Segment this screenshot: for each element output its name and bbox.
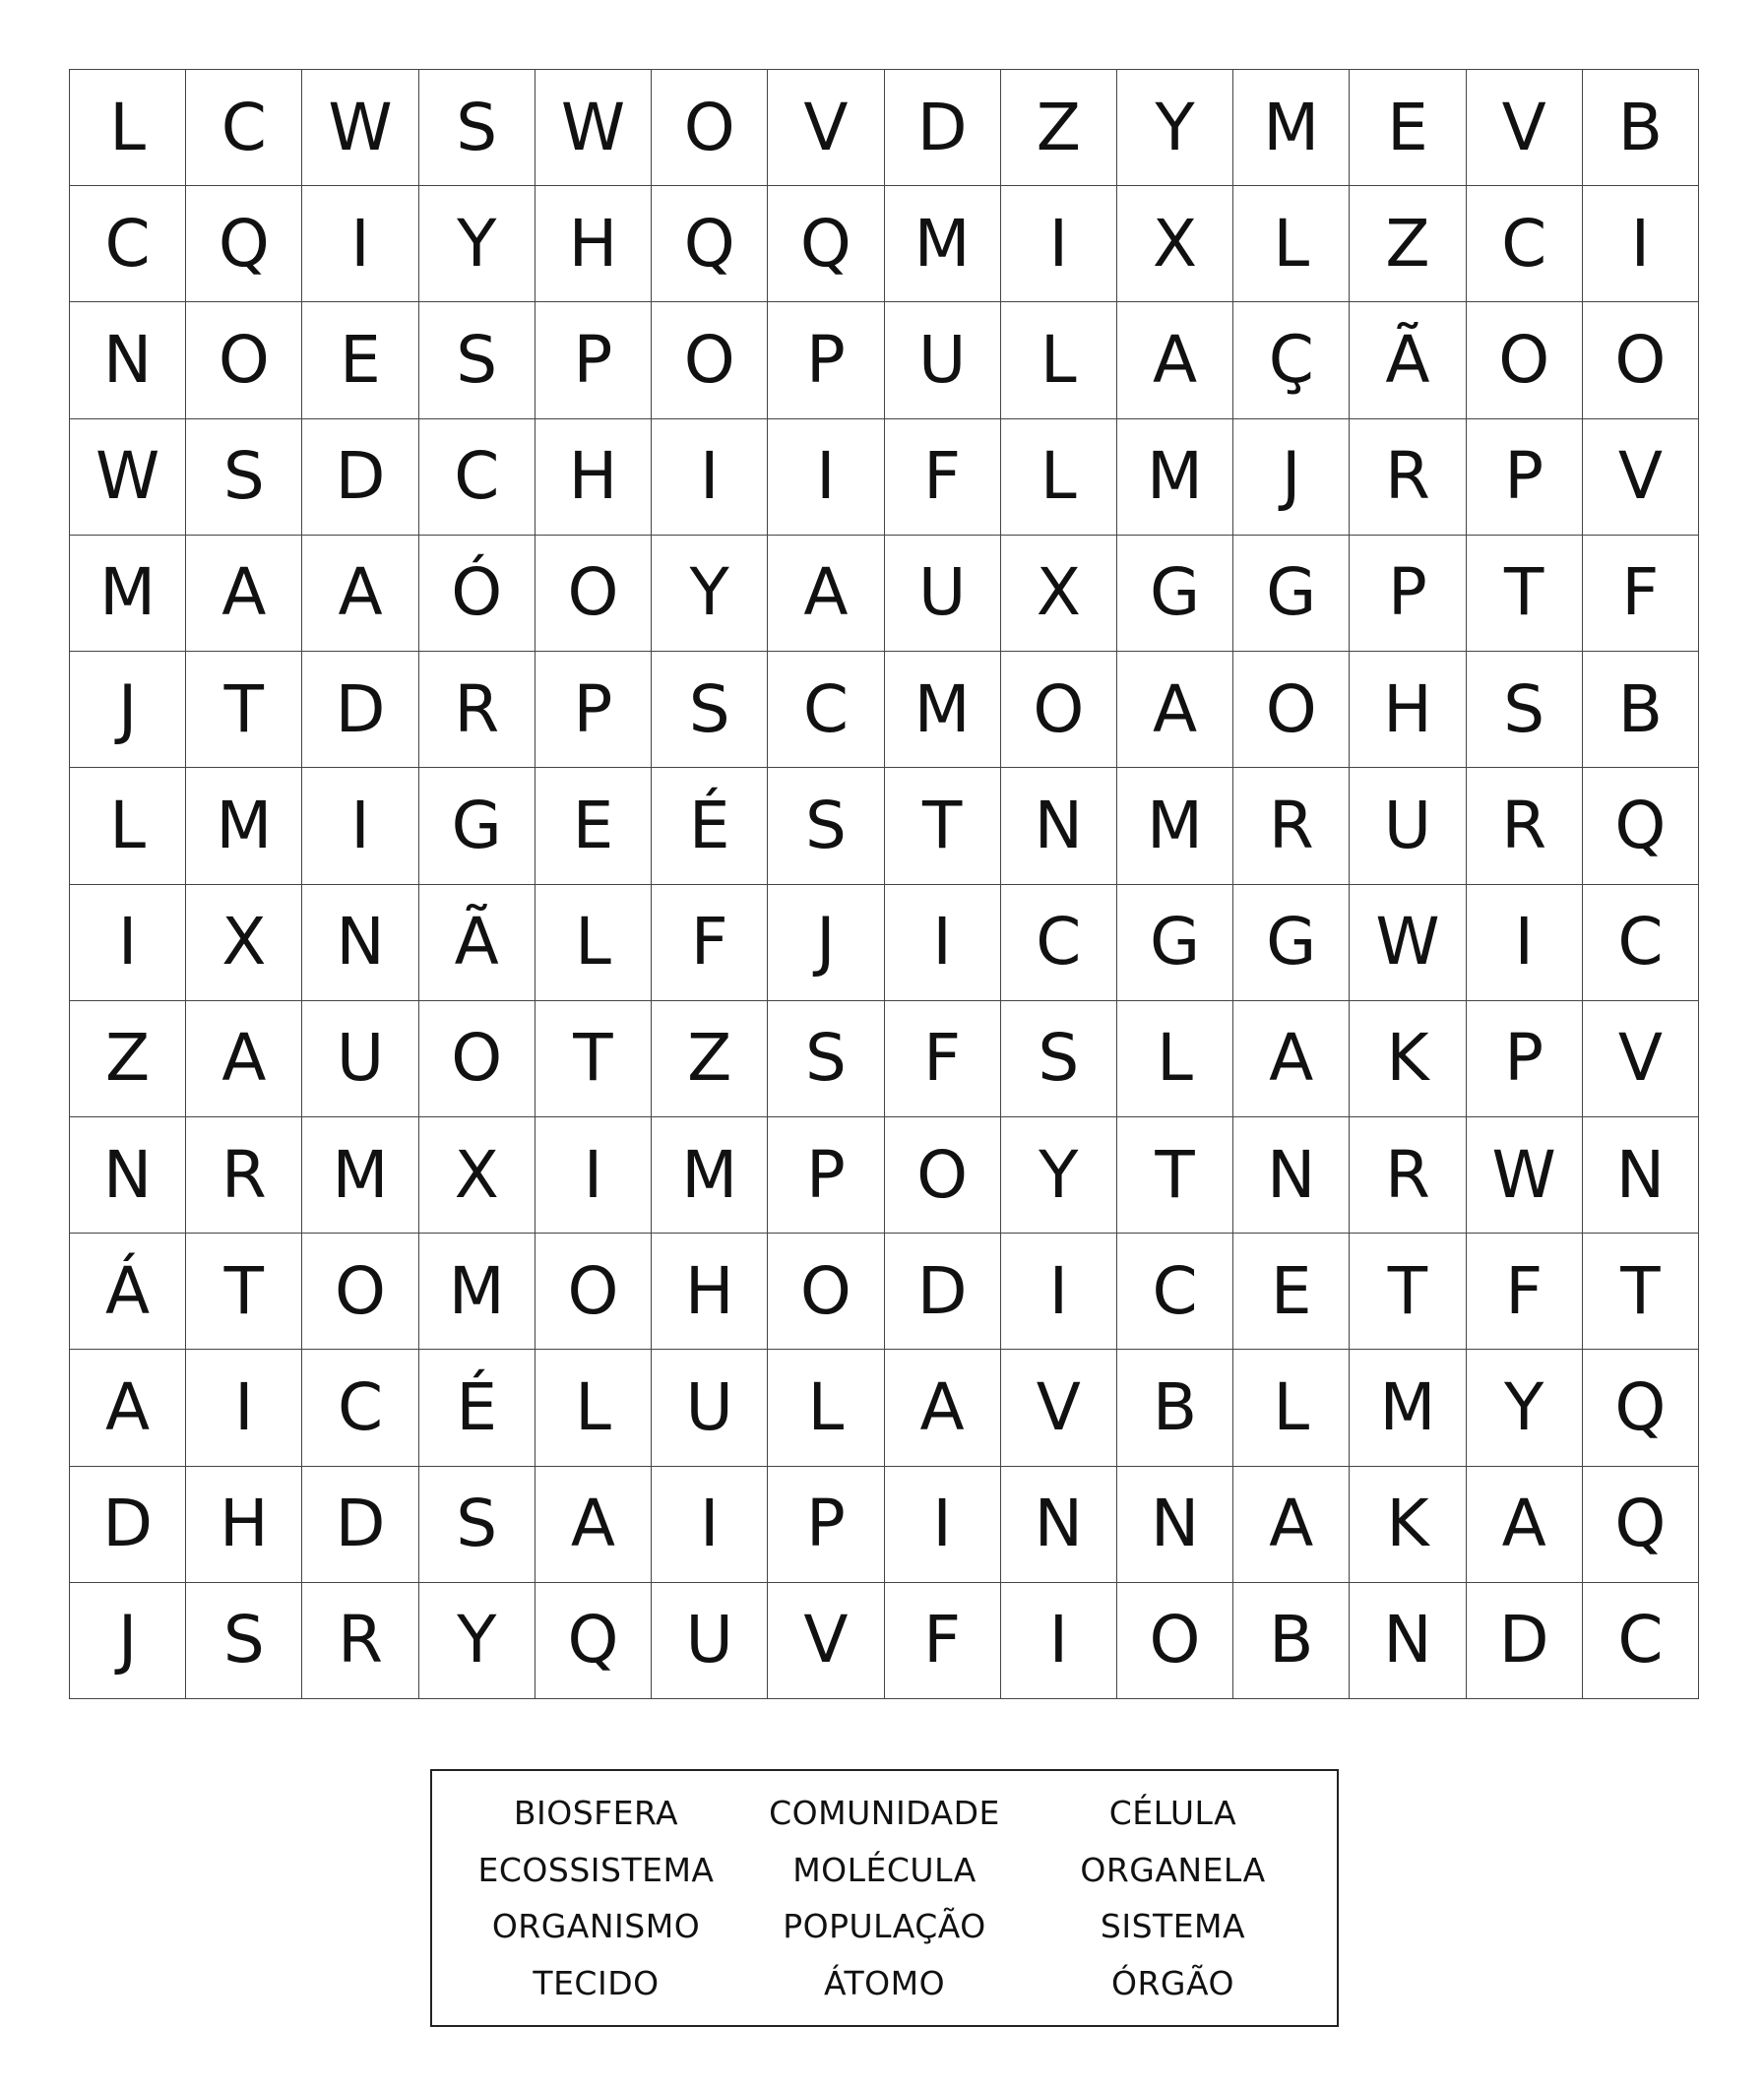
grid-cell[interactable]: I bbox=[768, 419, 884, 536]
grid-cell[interactable]: L bbox=[1117, 1001, 1233, 1117]
grid-cell[interactable]: X bbox=[186, 885, 302, 1001]
word-bank-item: POPULAÇÃO bbox=[783, 1907, 986, 1946]
grid-cell[interactable]: E bbox=[1233, 1234, 1350, 1350]
grid-cell[interactable]: O bbox=[186, 302, 302, 418]
grid-cell[interactable]: F bbox=[1583, 536, 1699, 652]
grid-cell[interactable]: C bbox=[1583, 1583, 1699, 1699]
grid-cell[interactable]: E bbox=[536, 768, 652, 884]
grid-cell[interactable]: Z bbox=[1001, 70, 1117, 186]
grid-cell[interactable]: W bbox=[1350, 885, 1466, 1001]
grid-cell[interactable]: T bbox=[1583, 1234, 1699, 1350]
grid-cell[interactable]: L bbox=[1001, 419, 1117, 536]
grid-cell[interactable]: T bbox=[1350, 1234, 1466, 1350]
grid-cell[interactable]: Q bbox=[652, 186, 768, 302]
grid-cell[interactable]: A bbox=[186, 1001, 302, 1117]
grid-cell[interactable]: A bbox=[536, 1467, 652, 1583]
grid-cell[interactable]: O bbox=[419, 1001, 536, 1117]
word-bank-item: ÓRGÃO bbox=[1111, 1963, 1234, 2002]
grid-cell[interactable]: G bbox=[419, 768, 536, 884]
grid-cell[interactable]: Q bbox=[1583, 768, 1699, 884]
word-bank-item: MOLÉCULA bbox=[792, 1850, 976, 1889]
grid-cell[interactable]: V bbox=[768, 1583, 884, 1699]
grid-cell[interactable]: C bbox=[1467, 186, 1583, 302]
grid-cell[interactable]: H bbox=[536, 186, 652, 302]
grid-cell[interactable]: M bbox=[1233, 70, 1350, 186]
grid-cell[interactable]: N bbox=[70, 302, 186, 418]
word-bank-item: ÁTOMO bbox=[823, 1963, 946, 2002]
grid-cell[interactable]: Q bbox=[536, 1583, 652, 1699]
grid-cell[interactable]: I bbox=[186, 1350, 302, 1466]
grid-cell[interactable]: P bbox=[768, 302, 884, 418]
grid-cell[interactable]: I bbox=[885, 885, 1001, 1001]
grid-cell[interactable]: W bbox=[1467, 1117, 1583, 1234]
grid-cell[interactable]: O bbox=[768, 1234, 884, 1350]
grid-cell[interactable]: H bbox=[652, 1234, 768, 1350]
grid-cell[interactable]: C bbox=[1117, 1234, 1233, 1350]
grid-cell[interactable]: F bbox=[652, 885, 768, 1001]
grid-cell[interactable]: M bbox=[885, 186, 1001, 302]
grid-cell[interactable]: D bbox=[885, 1234, 1001, 1350]
grid-cell[interactable]: C bbox=[302, 1350, 418, 1466]
grid-cell[interactable]: A bbox=[70, 1350, 186, 1466]
grid-cell[interactable]: O bbox=[652, 302, 768, 418]
grid-cell[interactable]: S bbox=[768, 768, 884, 884]
grid-cell[interactable]: C bbox=[186, 70, 302, 186]
grid-cell[interactable]: E bbox=[1350, 70, 1466, 186]
grid-cell[interactable]: L bbox=[536, 1350, 652, 1466]
grid-cell[interactable]: N bbox=[1117, 1467, 1233, 1583]
grid-cell[interactable]: N bbox=[1001, 1467, 1117, 1583]
grid-cell[interactable]: A bbox=[1233, 1467, 1350, 1583]
grid-cell[interactable]: L bbox=[1001, 302, 1117, 418]
grid-cell[interactable]: S bbox=[1467, 652, 1583, 768]
grid-cell[interactable]: P bbox=[536, 652, 652, 768]
grid-cell[interactable]: U bbox=[652, 1583, 768, 1699]
grid-cell[interactable]: U bbox=[885, 302, 1001, 418]
grid-cell[interactable]: C bbox=[768, 652, 884, 768]
grid-cell[interactable]: O bbox=[302, 1234, 418, 1350]
grid-cell[interactable]: X bbox=[419, 1117, 536, 1234]
grid-cell[interactable]: O bbox=[1583, 302, 1699, 418]
grid-cell[interactable]: Ã bbox=[419, 885, 536, 1001]
word-bank-item: TECIDO bbox=[533, 1963, 660, 2002]
grid-cell[interactable]: J bbox=[1233, 419, 1350, 536]
grid-cell[interactable]: A bbox=[1467, 1467, 1583, 1583]
grid-cell[interactable]: J bbox=[768, 885, 884, 1001]
grid-cell[interactable]: T bbox=[186, 652, 302, 768]
grid-cell[interactable]: D bbox=[70, 1467, 186, 1583]
grid-cell[interactable]: S bbox=[419, 302, 536, 418]
grid-cell[interactable]: M bbox=[1117, 768, 1233, 884]
grid-cell[interactable]: M bbox=[885, 652, 1001, 768]
grid-cell[interactable]: K bbox=[1350, 1001, 1466, 1117]
grid-cell[interactable]: F bbox=[885, 1001, 1001, 1117]
grid-cell[interactable]: G bbox=[1117, 885, 1233, 1001]
grid-cell[interactable]: I bbox=[70, 885, 186, 1001]
grid-cell[interactable]: M bbox=[1117, 419, 1233, 536]
grid-cell[interactable]: S bbox=[652, 652, 768, 768]
grid-cell[interactable]: H bbox=[186, 1467, 302, 1583]
grid-cell[interactable]: O bbox=[536, 1234, 652, 1350]
word-bank-item: CÉLULA bbox=[1108, 1794, 1237, 1833]
grid-cell[interactable]: U bbox=[1350, 768, 1466, 884]
grid-cell[interactable]: Y bbox=[419, 186, 536, 302]
grid-cell[interactable]: I bbox=[302, 768, 418, 884]
grid-cell[interactable]: Z bbox=[70, 1001, 186, 1117]
grid-cell[interactable]: A bbox=[885, 1350, 1001, 1466]
grid-cell[interactable]: I bbox=[302, 186, 418, 302]
grid-cell[interactable]: W bbox=[536, 70, 652, 186]
grid-cell[interactable]: R bbox=[186, 1117, 302, 1234]
grid-cell[interactable]: A bbox=[1117, 652, 1233, 768]
grid-cell[interactable]: R bbox=[1350, 1117, 1466, 1234]
grid-cell[interactable]: I bbox=[652, 1467, 768, 1583]
grid-cell[interactable]: L bbox=[536, 885, 652, 1001]
grid-cell[interactable]: L bbox=[768, 1350, 884, 1466]
grid-cell[interactable]: M bbox=[186, 768, 302, 884]
grid-cell[interactable]: V bbox=[768, 70, 884, 186]
grid-cell[interactable]: J bbox=[70, 1583, 186, 1699]
grid-cell[interactable]: H bbox=[1350, 652, 1466, 768]
grid-cell[interactable]: A bbox=[768, 536, 884, 652]
grid-cell[interactable]: W bbox=[70, 419, 186, 536]
word-bank-item: ORGANELA bbox=[1080, 1850, 1266, 1889]
grid-cell[interactable]: M bbox=[70, 536, 186, 652]
grid-cell[interactable]: O bbox=[1467, 302, 1583, 418]
grid-cell[interactable]: M bbox=[1350, 1350, 1466, 1466]
grid-cell[interactable]: Y bbox=[652, 536, 768, 652]
grid-cell[interactable]: L bbox=[1233, 186, 1350, 302]
grid-cell[interactable]: A bbox=[1233, 1001, 1350, 1117]
grid-cell[interactable]: Q bbox=[186, 186, 302, 302]
grid-cell[interactable]: M bbox=[302, 1117, 418, 1234]
grid-cell[interactable]: N bbox=[1233, 1117, 1350, 1234]
grid-cell[interactable]: U bbox=[652, 1350, 768, 1466]
grid-cell[interactable]: V bbox=[1583, 419, 1699, 536]
grid-cell[interactable]: T bbox=[1117, 1117, 1233, 1234]
grid-cell[interactable]: R bbox=[1350, 419, 1466, 536]
grid-cell[interactable]: E bbox=[302, 302, 418, 418]
grid-cell[interactable]: V bbox=[1467, 70, 1583, 186]
grid-cell[interactable]: S bbox=[1001, 1001, 1117, 1117]
grid-cell[interactable]: Ç bbox=[1233, 302, 1350, 418]
grid-cell[interactable]: I bbox=[536, 1117, 652, 1234]
grid-cell[interactable]: D bbox=[302, 419, 418, 536]
grid-cell[interactable]: R bbox=[302, 1583, 418, 1699]
grid-cell[interactable]: V bbox=[1001, 1350, 1117, 1466]
grid-cell[interactable]: A bbox=[1117, 302, 1233, 418]
grid-cell[interactable]: K bbox=[1350, 1467, 1466, 1583]
word-bank bbox=[430, 1769, 1339, 2027]
grid-cell[interactable]: N bbox=[302, 885, 418, 1001]
grid-cell[interactable]: É bbox=[652, 768, 768, 884]
grid-cell[interactable]: P bbox=[1467, 419, 1583, 536]
grid-cell[interactable]: M bbox=[652, 1117, 768, 1234]
grid-cell[interactable]: C bbox=[70, 186, 186, 302]
grid-cell[interactable]: N bbox=[70, 1117, 186, 1234]
grid-cell[interactable]: I bbox=[885, 1467, 1001, 1583]
grid-cell[interactable]: Q bbox=[1583, 1350, 1699, 1466]
letter-grid bbox=[69, 69, 1699, 1699]
grid-cell[interactable]: A bbox=[186, 536, 302, 652]
word-bank-item: BIOSFERA bbox=[513, 1794, 679, 1833]
grid-cell[interactable]: T bbox=[536, 1001, 652, 1117]
grid-cell[interactable]: L bbox=[1233, 1350, 1350, 1466]
grid-cell[interactable]: I bbox=[1467, 885, 1583, 1001]
grid-cell[interactable]: A bbox=[302, 536, 418, 652]
grid-cell[interactable]: Q bbox=[1583, 1467, 1699, 1583]
grid-cell[interactable]: R bbox=[419, 652, 536, 768]
grid-cell[interactable]: O bbox=[652, 70, 768, 186]
word-bank-item: SISTEMA bbox=[1100, 1907, 1246, 1946]
grid-cell[interactable]: Y bbox=[1001, 1117, 1117, 1234]
grid-cell[interactable]: P bbox=[768, 1467, 884, 1583]
grid-cell[interactable]: T bbox=[1467, 536, 1583, 652]
grid-cell[interactable]: U bbox=[302, 1001, 418, 1117]
grid-cell[interactable]: R bbox=[1233, 768, 1350, 884]
grid-cell[interactable]: S bbox=[186, 1583, 302, 1699]
grid-cell[interactable]: B bbox=[1583, 652, 1699, 768]
grid-cell[interactable]: D bbox=[885, 70, 1001, 186]
grid-cell[interactable]: Y bbox=[419, 1583, 536, 1699]
grid-cell[interactable]: X bbox=[1117, 186, 1233, 302]
word-bank-item: COMUNIDADE bbox=[769, 1794, 1000, 1833]
grid-cell[interactable]: S bbox=[768, 1001, 884, 1117]
grid-cell[interactable]: F bbox=[885, 1583, 1001, 1699]
grid-cell[interactable]: Y bbox=[1117, 70, 1233, 186]
grid-cell[interactable]: Á bbox=[70, 1234, 186, 1350]
grid-cell[interactable]: V bbox=[1583, 1001, 1699, 1117]
grid-cell[interactable]: L bbox=[70, 70, 186, 186]
grid-cell[interactable]: P bbox=[536, 302, 652, 418]
grid-cell[interactable]: N bbox=[1001, 768, 1117, 884]
grid-cell[interactable]: T bbox=[186, 1234, 302, 1350]
grid-cell[interactable]: P bbox=[1350, 536, 1466, 652]
grid-cell[interactable]: Ã bbox=[1350, 302, 1466, 418]
grid-cell[interactable]: G bbox=[1117, 536, 1233, 652]
grid-cell[interactable]: X bbox=[1001, 536, 1117, 652]
grid-cell[interactable]: C bbox=[1583, 885, 1699, 1001]
grid-cell[interactable]: S bbox=[419, 1467, 536, 1583]
grid-cell[interactable]: S bbox=[186, 419, 302, 536]
grid-cell[interactable]: O bbox=[1233, 652, 1350, 768]
grid-cell[interactable]: Ó bbox=[419, 536, 536, 652]
grid-cell[interactable]: I bbox=[1001, 1583, 1117, 1699]
grid-cell[interactable]: H bbox=[536, 419, 652, 536]
grid-cell[interactable]: D bbox=[302, 1467, 418, 1583]
grid-cell[interactable]: Z bbox=[652, 1001, 768, 1117]
word-bank-item: ORGANISMO bbox=[491, 1907, 701, 1946]
grid-cell[interactable]: L bbox=[70, 768, 186, 884]
grid-cell[interactable]: O bbox=[1001, 652, 1117, 768]
grid-cell[interactable]: Y bbox=[1467, 1350, 1583, 1466]
grid-cell[interactable]: B bbox=[1233, 1583, 1350, 1699]
grid-cell[interactable]: G bbox=[1233, 536, 1350, 652]
grid-cell[interactable]: S bbox=[419, 70, 536, 186]
grid-cell[interactable]: O bbox=[885, 1117, 1001, 1234]
grid-cell[interactable]: C bbox=[419, 419, 536, 536]
grid-cell[interactable]: J bbox=[70, 652, 186, 768]
grid-cell[interactable]: C bbox=[1001, 885, 1117, 1001]
grid-cell[interactable]: U bbox=[885, 536, 1001, 652]
grid-cell[interactable]: I bbox=[652, 419, 768, 536]
grid-cell[interactable]: I bbox=[1001, 186, 1117, 302]
grid-cell[interactable]: P bbox=[1467, 1001, 1583, 1117]
grid-cell[interactable]: F bbox=[1467, 1234, 1583, 1350]
word-bank-item: ECOSSISTEMA bbox=[477, 1850, 715, 1889]
grid-cell[interactable]: I bbox=[1001, 1234, 1117, 1350]
grid-cell[interactable]: N bbox=[1583, 1117, 1699, 1234]
grid-cell[interactable]: O bbox=[536, 536, 652, 652]
grid-cell[interactable]: B bbox=[1117, 1350, 1233, 1466]
grid-cell[interactable]: G bbox=[1233, 885, 1350, 1001]
grid-cell[interactable]: F bbox=[885, 419, 1001, 536]
grid-cell[interactable]: Q bbox=[768, 186, 884, 302]
grid-cell[interactable]: W bbox=[302, 70, 418, 186]
grid-cell[interactable]: D bbox=[302, 652, 418, 768]
grid-cell[interactable]: T bbox=[885, 768, 1001, 884]
grid-cell[interactable]: M bbox=[419, 1234, 536, 1350]
grid-cell[interactable]: P bbox=[768, 1117, 884, 1234]
grid-cell[interactable]: R bbox=[1467, 768, 1583, 884]
grid-cell[interactable]: O bbox=[1117, 1583, 1233, 1699]
grid-cell[interactable]: É bbox=[419, 1350, 536, 1466]
grid-cell[interactable]: D bbox=[1467, 1583, 1583, 1699]
grid-cell[interactable]: N bbox=[1350, 1583, 1466, 1699]
grid-cell[interactable]: Z bbox=[1350, 186, 1466, 302]
grid-cell[interactable]: I bbox=[1583, 186, 1699, 302]
grid-cell[interactable]: B bbox=[1583, 70, 1699, 186]
